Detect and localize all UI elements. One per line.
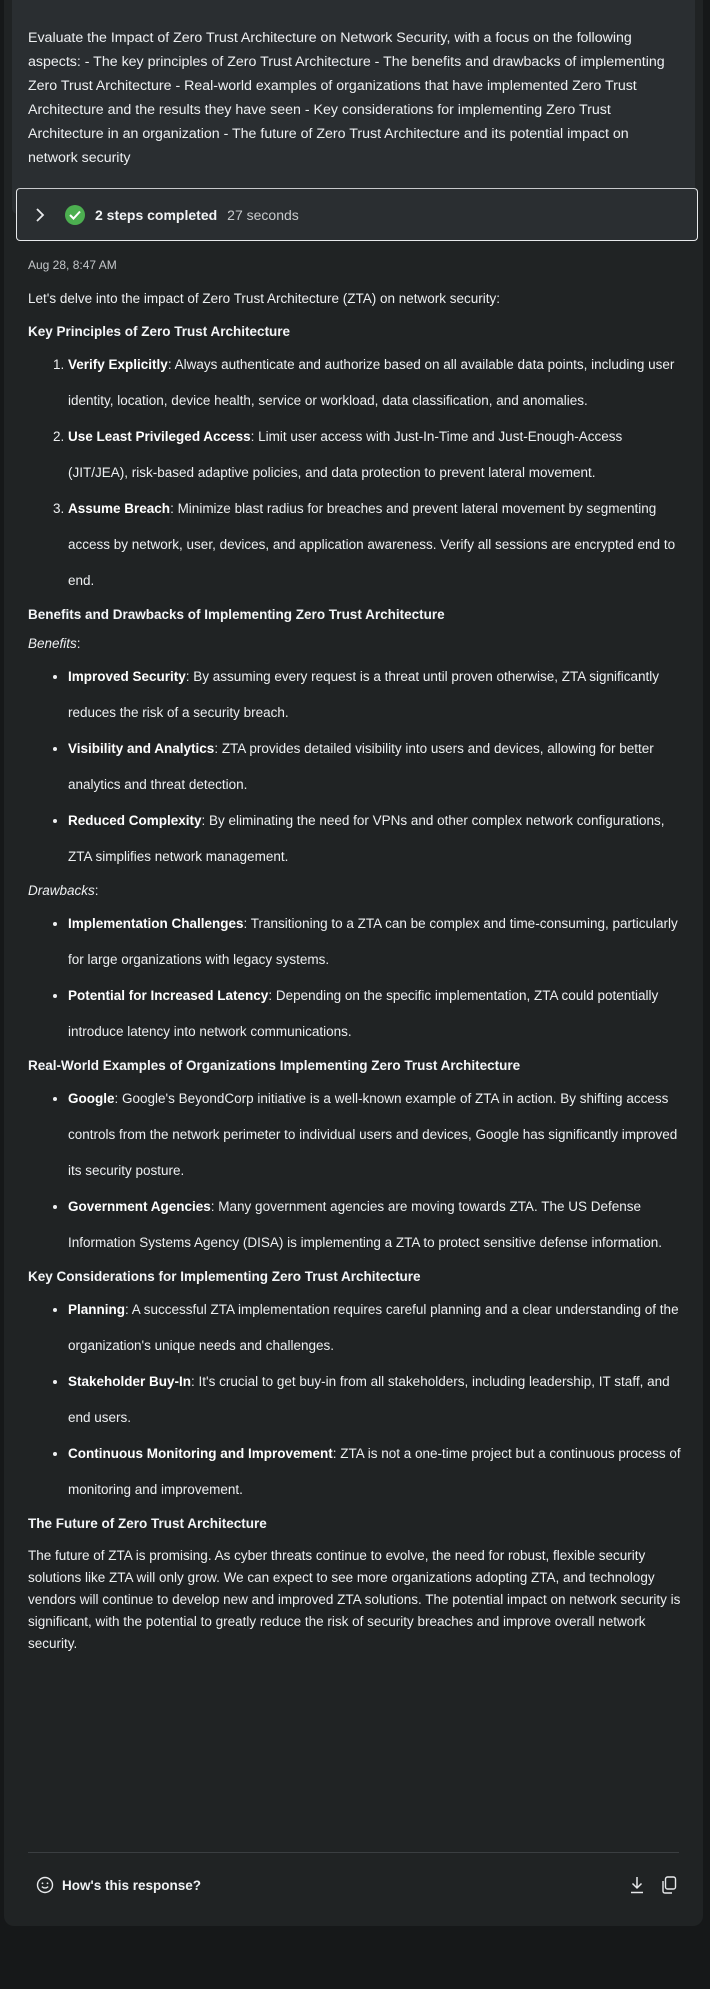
list-item [68,347,683,419]
benefits-list [28,659,683,875]
response-footer [36,1870,677,1900]
item-title: Planning [68,1302,125,1317]
footer-divider [28,1852,679,1853]
examples-list [28,1081,683,1261]
section-heading-considerations: Key Considerations for Implementing Zero Trust Architecture [28,1269,421,1284]
item-text: : Always authenticate and authorize based on all available data points, including user identity, location, device health, service or workload, data classification, and anomalies. [68,357,675,408]
considerations-list [28,1292,683,1508]
download-icon[interactable] [629,1876,645,1894]
item-title: Use Least Privileged Access [68,429,251,444]
list-item [68,659,683,731]
list-item [68,978,683,1050]
item-title: Continuous Monitoring and Improvement [68,1446,333,1461]
drawbacks-list [28,906,683,1050]
list-item [68,419,683,491]
prompt-text: Evaluate the Impact of Zero Trust Architecture on Network Security, with a focus on the following aspects: - The key principles of Zero Trust Architecture - The benefits and drawbacks of implementing Zero Trust Architecture - Real-world examples of organizations that have implemented Zero Trust Architecture and the results they have seen - Key considerations for implementing Zero Trust Architecture in an organization - The future of Zero Trust Architecture and its potential impact on network security [28,30,665,166]
item-text: : Depending on the specific implementation, ZTA could potentially introduce latency into network communications. [68,988,659,1039]
list-item [68,731,683,803]
item-text: : A successful ZTA implementation requires careful planning and a clear understanding of the organization's unique needs and challenges. [68,1302,679,1353]
section-heading-benefits-drawbacks: Benefits and Drawbacks of Implementing Zero Trust Architecture [28,607,445,622]
steps-time: 27 seconds [227,206,299,223]
intro-paragraph: Let's delve into the impact of Zero Trust Architecture (ZTA) on network security: [28,291,501,306]
item-text: : Minimize blast radius for breaches and prevent lateral movement by segmenting access by network, user, devices, and application awareness. Verify all sessions are encrypted end to end. [68,501,676,588]
item-title: Assume Breach [68,501,171,516]
item-title: Government Agencies [68,1199,211,1214]
list-item [68,1292,683,1364]
item-text: : Limit user access with Just-In-Time and Just-Enough-Access (JIT/JEA), risk-based adaptive policies, and data protection to prevent lateral movement. [68,429,623,480]
section-heading-examples: Real-World Examples of Organizations Implementing Zero Trust Architecture [28,1058,521,1073]
item-title: Google [68,1091,115,1106]
item-text: : ZTA provides detailed visibility into users and devices, allowing for better analytics and threat detection. [68,741,654,792]
list-item [68,1364,683,1436]
timestamp: Aug 28, 8:47 AM [28,258,117,272]
item-title: Visibility and Analytics [68,741,215,756]
item-title: Verify Explicitly [68,357,168,372]
benefits-label: Benefits: [28,636,81,651]
section-heading-principles: Key Principles of Zero Trust Architecture [28,324,291,339]
response-card [4,0,703,1926]
future-paragraph: The future of ZTA is promising. As cyber threats continue to evolve, the need for robust, flexible security solutions like ZTA will only grow. We can expect to see more organizations adopting ZTA, and technology vendors will continue to develop new and improved ZTA solutions. The potential impact on network security is significant, with the potential to greatly reduce the risk of security breaches and improve overall network security. [28,1548,681,1651]
principles-list [28,347,683,599]
item-title: Implementation Challenges [68,916,244,931]
list-item [68,1436,683,1508]
check-circle-icon [65,205,85,225]
steps-summary-toggle[interactable] [16,188,698,241]
footer-actions [629,1876,677,1894]
response-body [28,258,683,1655]
list-item [68,491,683,599]
item-title: Potential for Increased Latency [68,988,269,1003]
steps-label: 2 steps completed [95,206,218,223]
smiley-icon[interactable] [36,1876,54,1894]
item-title: Improved Security [68,669,186,684]
prompt-bubble [12,0,695,223]
drawbacks-label: Drawbacks: [28,883,99,898]
item-text: : ZTA is not a one-time project but a continuous process of monitoring and improvement. [68,1446,681,1497]
item-text: : Many government agencies are moving towards ZTA. The US Defense Information Systems Agency (DISA) is implementing a ZTA to protect sensitive defense information. [68,1199,663,1250]
item-title: Stakeholder Buy-In [68,1374,192,1389]
item-text: : It's crucial to get buy-in from all stakeholders, including leadership, IT staff, and end users. [68,1374,670,1425]
feedback-prompt[interactable]: How's this response? [62,1877,201,1893]
copy-icon[interactable] [661,1876,677,1894]
item-text: : Google's BeyondCorp initiative is a well-known example of ZTA in action. By shifting access controls from the network perimeter to individual users and devices, Google has significantly improved its security posture. [68,1091,678,1178]
list-item [68,1081,683,1189]
list-item [68,803,683,875]
item-text: : Transitioning to a ZTA can be complex and time-consuming, particularly for large organizations with legacy systems. [68,916,678,967]
chevron-right-icon[interactable] [35,208,49,222]
list-item [68,906,683,978]
section-heading-future: The Future of Zero Trust Architecture [28,1516,267,1531]
item-title: Reduced Complexity [68,813,202,828]
item-text: : By eliminating the need for VPNs and other complex network configurations, ZTA simplifies network management. [68,813,665,864]
item-text: : By assuming every request is a threat until proven otherwise, ZTA significantly reduces the risk of a security breach. [68,669,660,720]
list-item [68,1189,683,1261]
